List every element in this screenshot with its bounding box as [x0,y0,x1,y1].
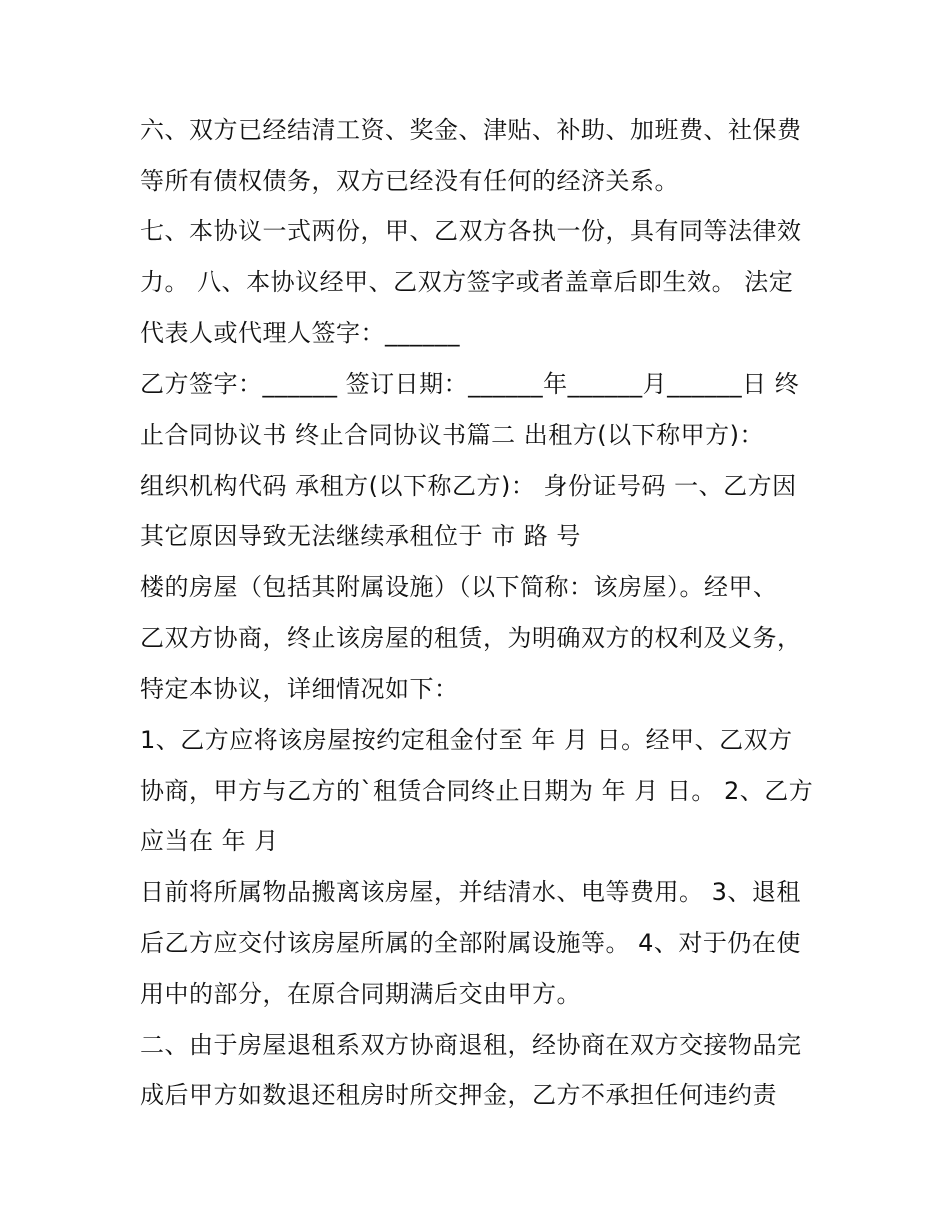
text-line: 楼的房屋（包括其附属设施）（以下简称：该房屋）。经甲、 [140,573,778,601]
text-line: 二、由于房屋退租系双方协商退租，经协商在双方交接物品完 [140,1031,802,1059]
text-line: 成后甲方如数退还租房时所交押金，乙方不承担任何违约责 [140,1081,777,1109]
text-line: 特定本协议，详细情况如下： [140,675,459,703]
text-line: 日前将所属物品搬离该房屋，并结清水、电等费用。 3、退租 [140,878,801,906]
text-line: 代表人或代理人签字：______ [140,319,460,347]
text-line: 力。 八、本协议经甲、乙双方签字或者盖章后即生效。 法定 [140,268,794,296]
text-line: 1、乙方应将该房屋按约定租金付至 年 月 日。经甲、乙双方 [140,726,793,754]
text-line: 乙方签字：______ 签订日期：______年______月______日 终 [140,370,800,398]
text-line: 等所有债权债务，双方已经没有任何的经济关系。 [140,167,679,195]
text-line: 用中的部分，在原合同期满后交由甲方。 [140,980,581,1008]
text-line: 后乙方应交付该房屋所属的全部附属设施等。 4、对于仍在使 [140,929,801,957]
text-line: 六、双方已经结清工资、奖金、津贴、补助、加班费、社保费 [140,116,802,144]
text-line: 乙双方协商，终止该房屋的租赁，为明确双方的权利及义务， [140,624,802,652]
text-line: 其它原因导致无法继续承租位于 市 路 号 [140,522,581,550]
text-line: 组织机构代码 承租方(以下称乙方)： 身份证号码 一、乙方因 [140,472,797,500]
text-line: 止合同协议书 终止合同协议书篇二 出租方(以下称甲方)： [140,421,764,449]
text-line: 协商，甲方与乙方的`租赁合同终止日期为 年 月 日。 2、乙方 [140,777,814,805]
text-line: 应当在 年 月 [140,827,279,855]
text-line: 七、本协议一式两份，甲、乙双方各执一份，具有同等法律效 [140,217,802,245]
